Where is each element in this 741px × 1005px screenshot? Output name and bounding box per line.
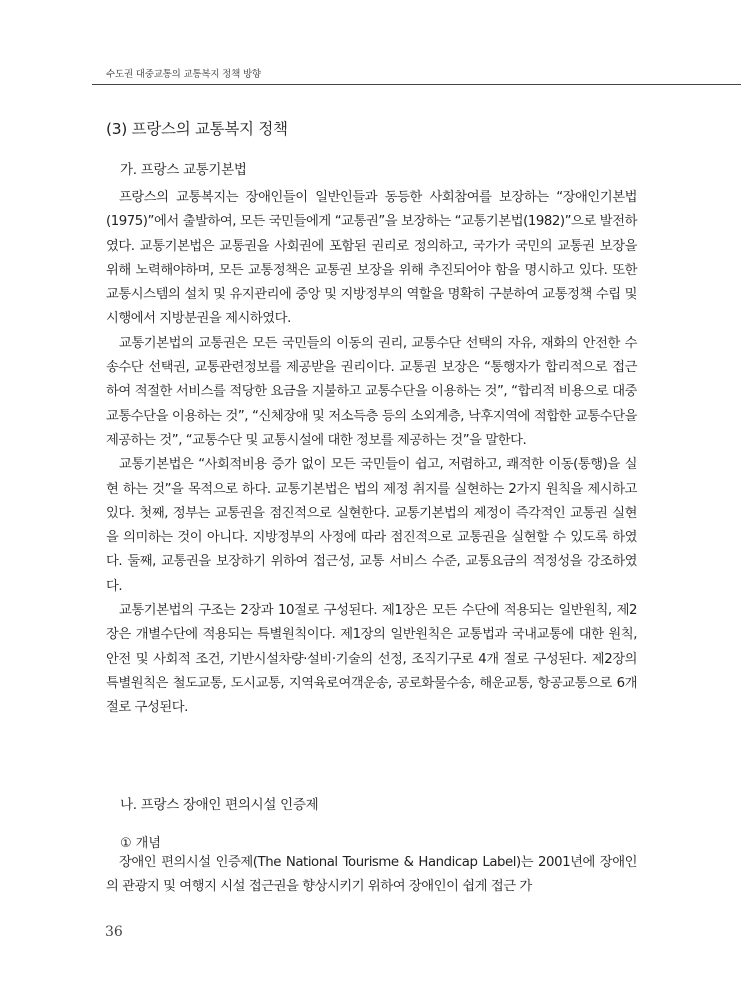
header-rule xyxy=(92,84,741,85)
subsection-title-b: 나. 프랑스 장애인 편의시설 인증제 xyxy=(120,797,319,813)
paragraph: 장애인 편의시설 인증제(The National Tourisme & Handicap Label)는 2001년에 장애인의 관광지 및 여행지 시설 접근권을 향상시키기 위하여 장애인이 쉽게 접근 가 xyxy=(106,855,637,895)
paragraph: 교통기본법의 교통권은 모든 국민들의 이동의 권리, 교통수단 선택의 자유, 재화의 안전한 수송수단 선택권, 교통관련정보를 제공받을 권리이다. 교통권 보장은 “통행자가 합리적으로 접근하여 적절한 서비스를 적당한 요금을 지불하고 교통수단을 이용하는 것”, “합리적 비용으로 대중교통수단을 이용하는 것”, “신체장애 및 저소득층 등의 소외계층, 낙후지역에 적합한 교통수단을 제공하는 것”, “교통수단 및 교통시설에 대한 정보를 제공하는 것”을 말한다. xyxy=(106,335,637,448)
section-title: (3) 프랑스의 교통복지 정책 xyxy=(106,120,288,138)
running-header: 수도권 대중교통의 교통복지 정책 방향 xyxy=(106,69,261,80)
paragraph: 프랑스의 교통복지는 장애인들이 일반인들과 동등한 사회참여를 보장하는 “장애인기본법(1975)”에서 출발하여, 모든 국민들에게 “교통권”을 보장하는 “교통기본법(1982)”으로 발전하였다. 교통기본법은 교통권을 사회권에 포함된 권리로 정의하고, 국가가 국민의 교통권 보장을 위해 노력해야하며, 모든 교통정책은 교통권 보장을 위해 추진되어야 함을 명시하고 있다. 또한 교통시스템의 설치 및 유지관리에 중앙 및 지방정부의 역할을 명확히 구분하여 교통정책 수립 및 시행에서 지방분권을 제시하였다. xyxy=(106,190,637,327)
item-label: ① 개념 xyxy=(120,836,161,851)
paragraph: 교통기본법은 “사회적비용 증가 없이 모든 국민들이 쉽고, 저렴하고, 쾌적한 이동(통행)을 실현 하는 것”을 목적으로 하다. 교통기본법은 법의 제정 취지를 실현하는 2가지 원칙을 제시하고 있다. 첫째, 정부는 교통권을 점진적으로 실현한다. 교통기본법의 제정이 즉각적인 교통권 실현을 의미하는 것이 아니다. 지방정부의 사정에 따라 점진적으로 교통권을 실현할 수 있도록 하였다. 둘째, 교통권을 보장하기 위하여 접근성, 교통 서비스 수준, 교통요금의 적정성을 강조하였다. xyxy=(106,457,637,594)
body-text-b xyxy=(106,851,637,900)
subsection-title-a: 가. 프랑스 교통기본법 xyxy=(120,162,247,178)
page-number: 36 xyxy=(105,924,123,940)
paragraph: 교통기본법의 구조는 2장과 10절로 구성된다. 제1장은 모든 수단에 적용되는 일반원칙, 제2장은 개별수단에 적용되는 특별원칙이다. 제1장의 일반원칙은 교통법과 국내교통에 대한 원칙, 안전 및 사회적 조건, 기반시설차량·설비·기술의 선정, 조직기구로 4개 절로 구성된다. 제2장의 특별원칙은 철도교통, 도시교통, 지역육로여객운송, 공로화물수송, 해운교통, 항공교통으로 6개 절로 구성된다. xyxy=(106,603,637,716)
body-text-a xyxy=(106,186,637,721)
